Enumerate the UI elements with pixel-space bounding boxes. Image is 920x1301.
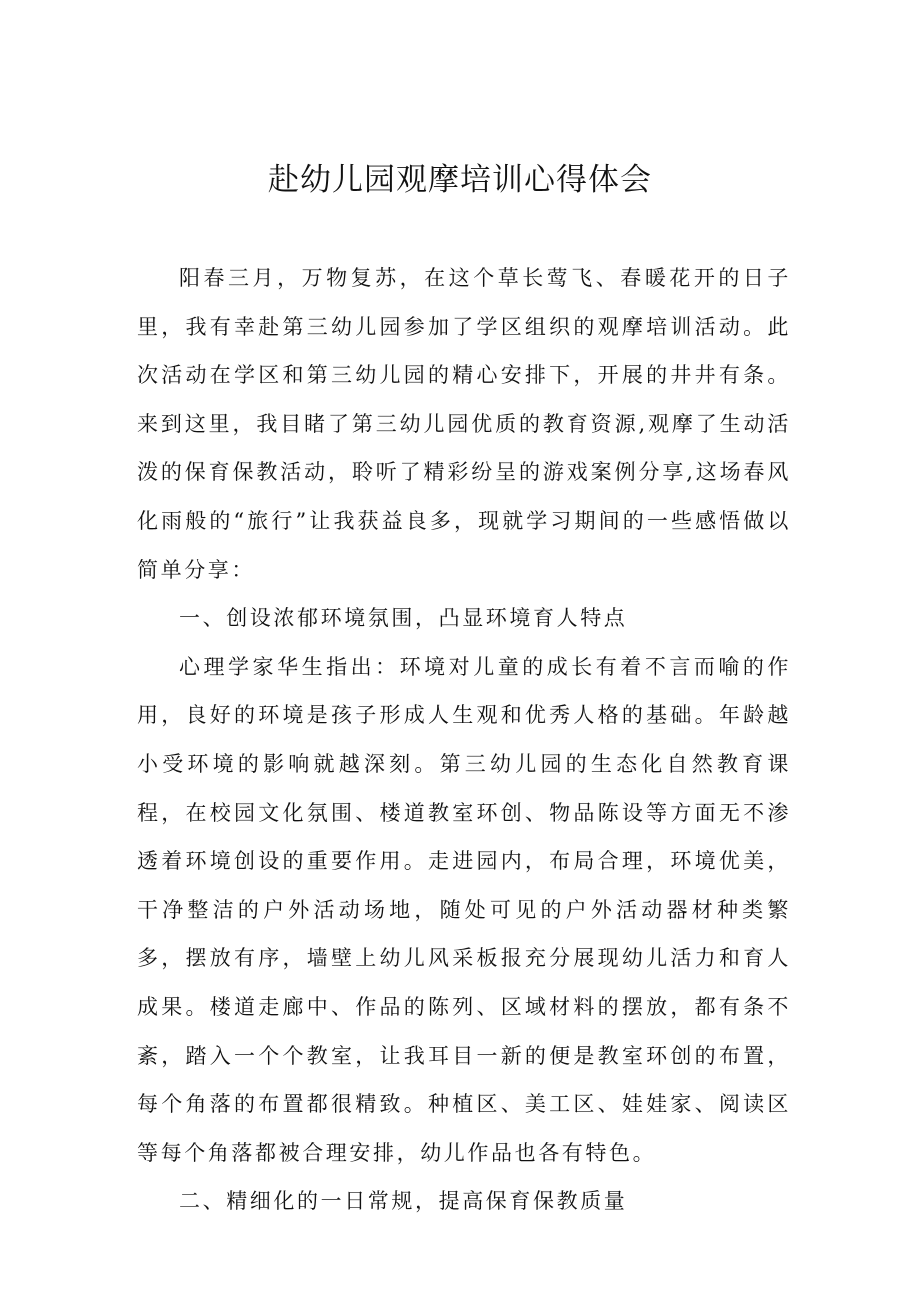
paragraph-environment: 心理学家华生指出：环境对儿童的成长有着不言而喻的作用，良好的环境是孩子形成人生观和优秀人格的基础。年龄越小受环境的影响就越深刻。第三幼儿园的生态化自然教育课程，在校园文化氛围、楼道教室环创、物品陈设等方面无不渗透着环境创设的重要作用。走进园内，布局合理，环境优美，干净整洁的户外活动场地，随处可见的户外活动器材种类繁多，摆放有序，墙壁上幼儿风采板报充分展现幼儿活力和育人成果。楼道走廊中、作品的陈列、区域材料的摆放，都有条不紊，踏入一个个教室，让我耳目一新的便是教室环创的布置，每个角落的布置都很精致。种植区、美工区、娃娃家、阅读区等每个角落都被合理安排，幼儿作品也各有特色。 bbox=[137, 654, 791, 1165]
section-heading-1: 一、创设浓郁环境氛围，凸显环境育人特点 bbox=[179, 606, 628, 631]
document-title: 赴幼儿园观摩培训心得体会 bbox=[268, 162, 652, 198]
section-heading-2: 二、精细化的一日常规，提高保育保教质量 bbox=[179, 1189, 628, 1214]
paragraph-intro: 阳春三月，万物复苏，在这个草长莺飞、春暖花开的日子里，我有幸赴第三幼儿园参加了学区组织的观摩培训活动。此次活动在学区和第三幼儿园的精心安排下，开展的井井有条。来到这里，我目睹了第三幼儿园优质的教育资源,观摩了生动活泼的保育保教活动，聆听了精彩纷呈的游戏案例分享,这场春风化雨般的“旅行”让我获益良多，现就学习期间的一些感悟做以简单分享： bbox=[137, 266, 791, 582]
document-body bbox=[137, 254, 791, 1226]
